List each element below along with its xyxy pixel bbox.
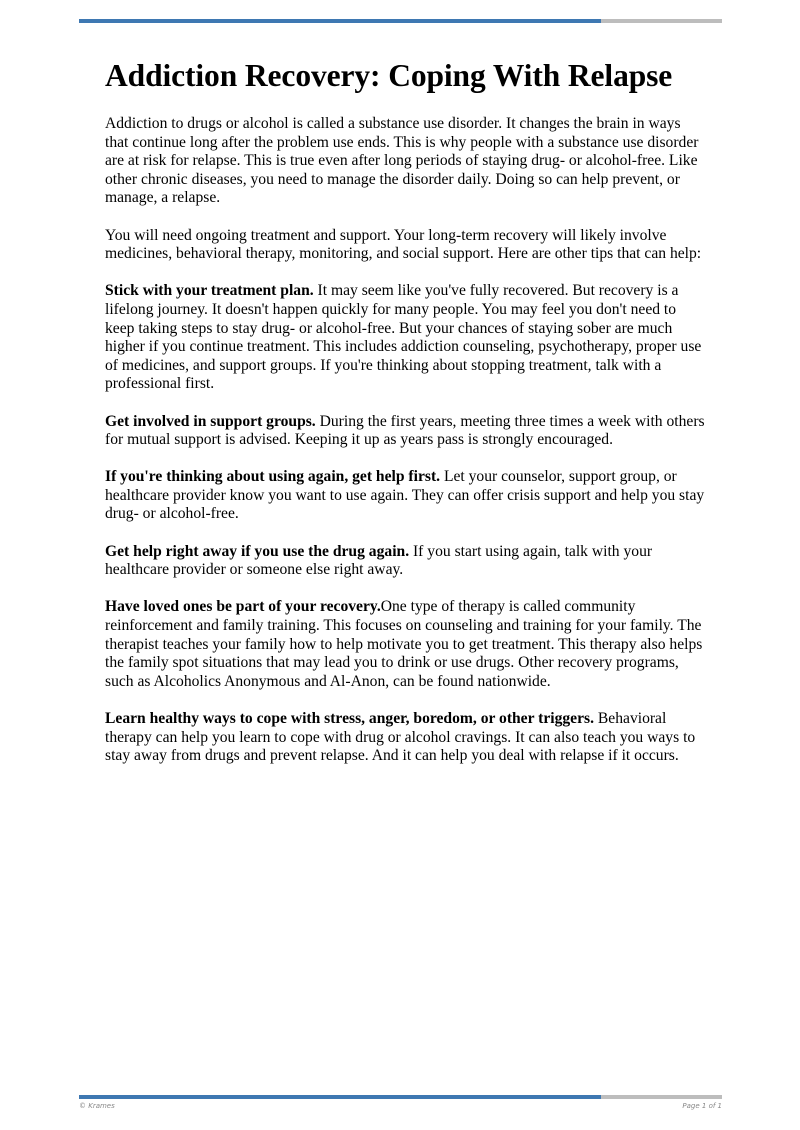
header-rule <box>79 19 722 23</box>
tip-heading: Stick with your treatment plan. <box>105 282 314 300</box>
tip-heading: Learn healthy ways to cope with stress, anger, boredom, or other triggers. <box>105 710 594 727</box>
tip-loved-ones <box>105 598 705 691</box>
page-title: Addiction Recovery: Coping With Relapse <box>105 58 673 93</box>
paragraph-text: You will need ongoing treatment and support. Your long-term recovery will likely involve medicines, behavioral therapy, monitoring, and social support. Here are other tips that can help: <box>105 226 702 263</box>
tip-treatment-plan <box>105 282 705 394</box>
page-number: Page 1 of 1 <box>682 1102 722 1110</box>
page-footer <box>79 1102 722 1110</box>
paragraph-intro <box>105 115 705 208</box>
tip-text: During the first years, meeting three times a week with others for mutual support is advised. Keeping it up as years pass is strongly encouraged. <box>105 412 705 449</box>
tip-support-groups <box>105 413 705 450</box>
tip-text: Behavioral therapy can help you learn to cope with drug or alcohol cravings. It can also teach you ways to stay away from drugs and prevent relapse. And it can help you deal with relapse if it occurs. <box>105 710 696 765</box>
tip-coping-triggers <box>105 710 705 766</box>
tip-get-help-first <box>105 468 705 524</box>
tip-heading: Have loved ones be part of your recovery. <box>105 598 381 616</box>
tip-text: It may seem like you've fully recovered. But recovery is a lifelong journey. It doesn't happen quickly for many people. You may feel you don't need to keep taking steps to stay drug- or alcohol-free. But your chances of staying sober are much higher if you continue treatment. This includes addiction counseling, psychotherapy, proper use of medicines, and support groups. If you're thinking about stopping treatment, talk with a professional first. <box>105 282 702 393</box>
tip-text: If you start using again, talk with your healthcare provider or someone else right away. <box>105 542 653 579</box>
footer-rule-secondary <box>601 1095 722 1099</box>
paragraph-overview <box>105 227 705 264</box>
copyright-text: © Krames <box>79 1102 115 1110</box>
header-rule-secondary <box>601 19 722 23</box>
footer-rule-accent <box>79 1095 601 1099</box>
header-rule-accent <box>79 19 601 23</box>
tip-text: Let your counselor, support group, or healthcare provider know you want to use again. They can offer crisis support and help you stay drug- or alcohol-free. <box>105 468 705 523</box>
footer-rule <box>79 1095 722 1099</box>
tip-heading: If you're thinking about using again, get help first. <box>105 468 441 486</box>
tip-text: One type of therapy is called community reinforcement and family training. This focuses on counseling and training for your family. The therapist teaches your family how to help motivate you to get treatment. This therapy also helps the family spot situations that may lead you to drink or use drugs. Other recovery programs, such as Alcoholics Anonymous and Al-Anon, can be found nationwide. <box>105 598 703 690</box>
tip-get-help-right-away <box>105 543 705 580</box>
tip-heading: Get involved in support groups. <box>105 412 316 430</box>
paragraph-text: Addiction to drugs or alcohol is called a substance use disorder. It changes the brain in ways that continue long after the problem use ends. This is why people with a substance use disorder are at risk for relapse. This is true even after long periods of staying drug- or alcohol-free. Like other chronic diseases, you need to manage the disorder daily. Doing so can help prevent, or manage, a relapse. <box>105 115 699 207</box>
document-body <box>105 56 705 784</box>
tip-heading: Get help right away if you use the drug again. <box>105 542 410 560</box>
